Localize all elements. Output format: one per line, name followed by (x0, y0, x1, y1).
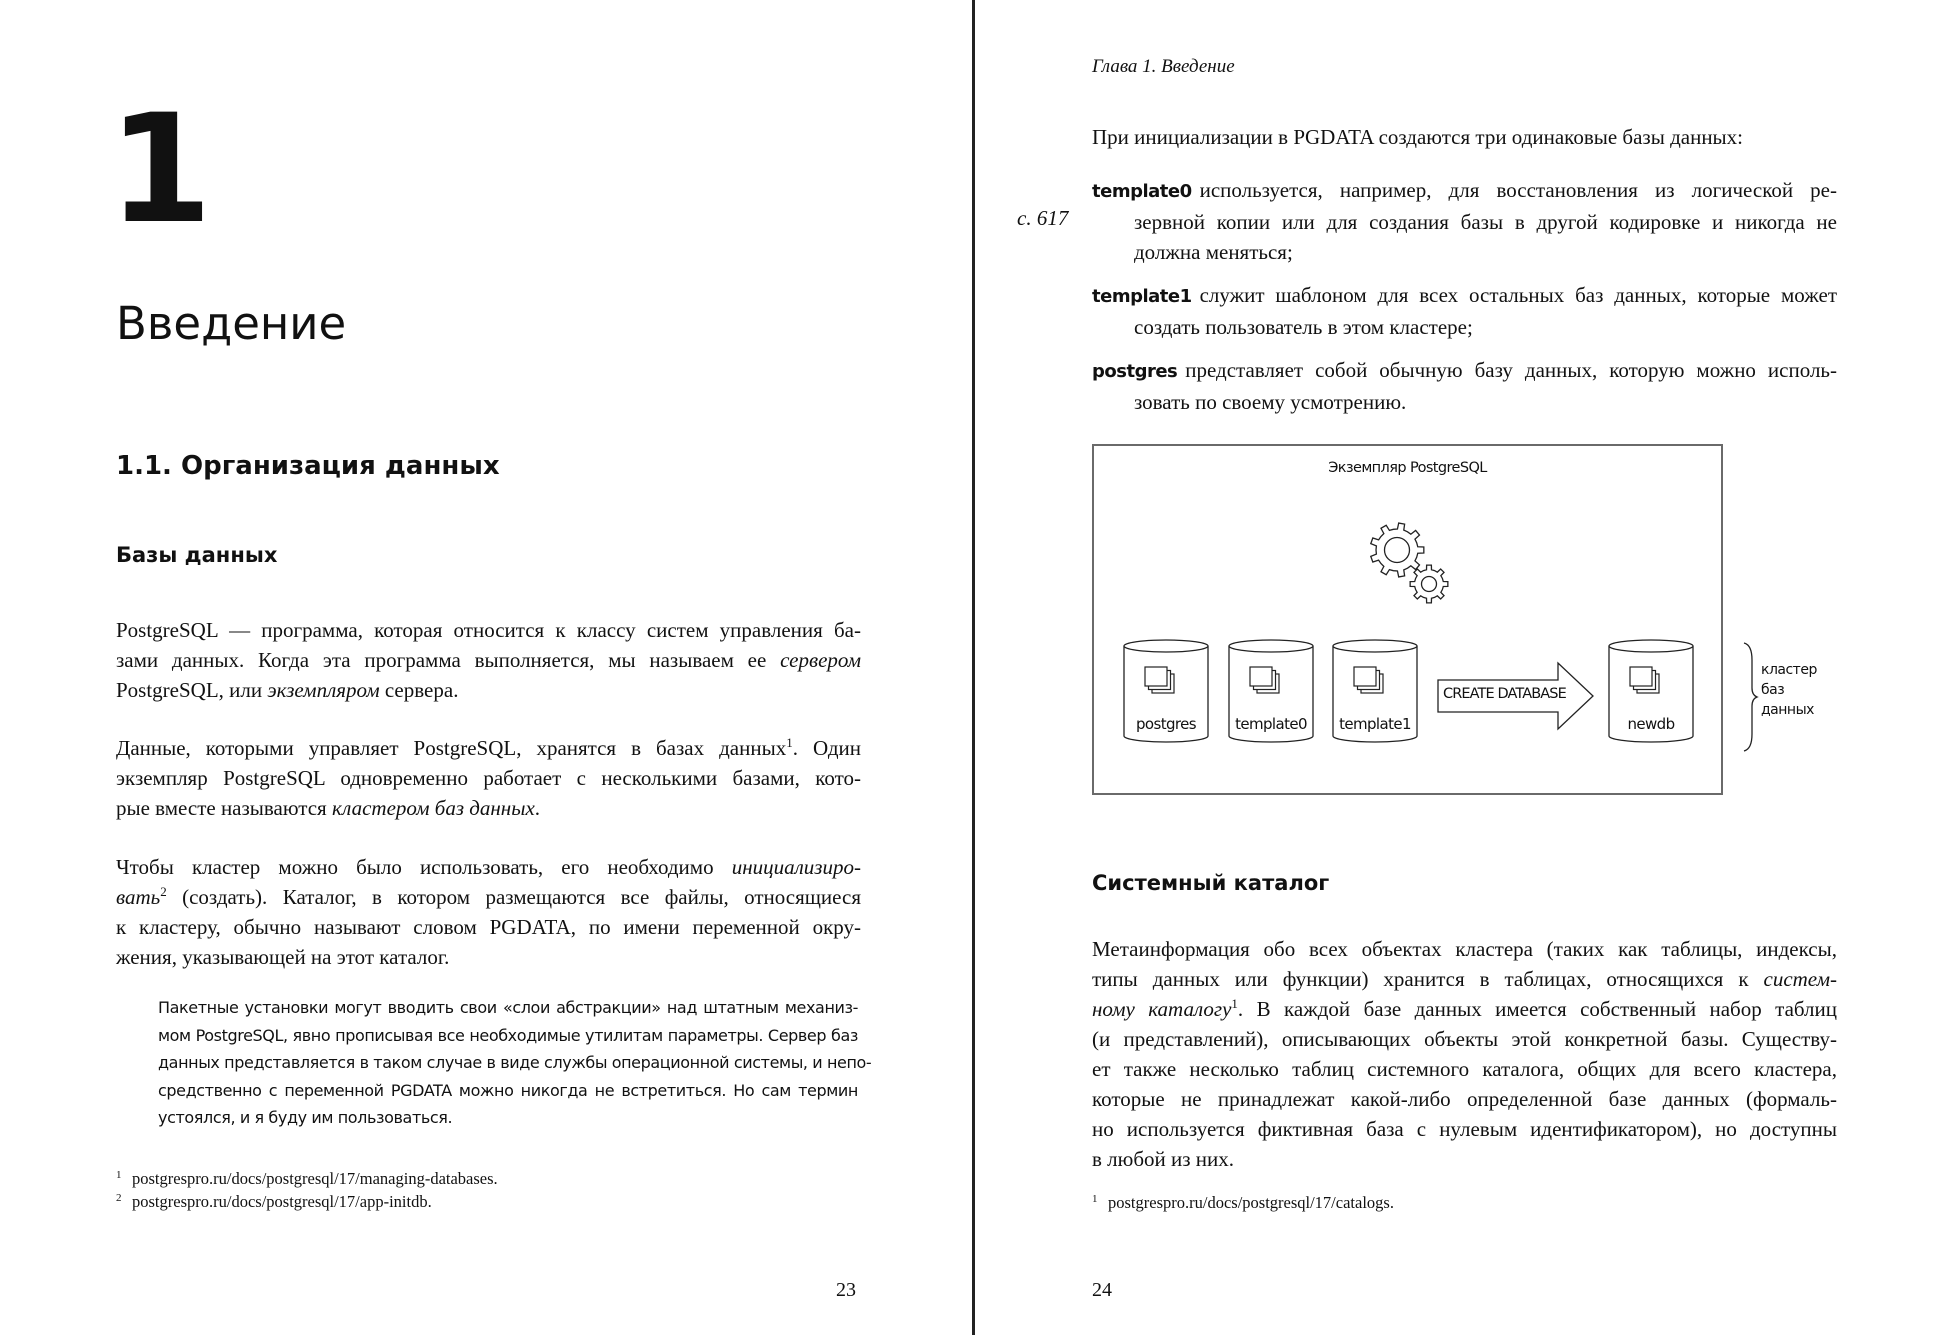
text-line: жения, указывающей на этот каталог. (116, 945, 450, 969)
note-line: средственно с переменной PGDATA можно никогда не встретиться. Но сам термин (158, 1080, 858, 1100)
database-label: template0 (1235, 715, 1307, 733)
definition-line: зовать по своему усмотрению. (1134, 390, 1407, 414)
brace-icon (1744, 643, 1757, 751)
text-line: рые вместе называются кластером баз данных. (116, 796, 541, 820)
definition-line: должна меняться; (1134, 240, 1293, 264)
running-head: Глава 1. Введение (1092, 56, 1235, 77)
text-line: экземпляр PostgreSQL одновременно работает с несколькими базами, кото- (116, 766, 861, 790)
tables-icon (1145, 667, 1174, 693)
subsection-heading: Базы данных (116, 543, 278, 567)
database-label: postgres (1136, 715, 1196, 733)
definition-term: postgres (1092, 361, 1178, 382)
gears-icon (1371, 523, 1448, 603)
footnote-link[interactable]: postgrespro.ru/docs/postgresql/17/managing-databases. (132, 1169, 498, 1188)
page-number-left: 23 (836, 1279, 856, 1301)
brace-label: кластер баз данных (1761, 662, 1817, 718)
database-label: template1 (1339, 715, 1411, 733)
footnote-1-right: 1 postgrespro.ru/docs/postgresql/17/catalogs. (1092, 1193, 1394, 1212)
chapter-title: Введение (116, 297, 347, 350)
text-line: но используется фиктивная база с нулевым идентификатором), но доступны (1092, 1117, 1837, 1141)
definition-term: template1 (1092, 286, 1192, 307)
margin-page-reference[interactable]: с. 617 (1017, 206, 1069, 230)
footnote-1: 1 postgrespro.ru/docs/postgresql/17/managing-databases. (116, 1169, 498, 1188)
note-line: Пакетные установки могут вводить свои «слои абстракции» над штатным механиз- (158, 998, 858, 1017)
text-line: ному каталогу$^1$. В каждой базе данных имеется собственный набор таблиц (1092, 996, 1838, 1021)
intro-text: При инициализации в PGDATA создаются три одинаковые базы данных: (1092, 125, 1743, 149)
text-line: Данные, которыми управляет PostgreSQL, хранятся в базах данных$^1$. Один (116, 735, 861, 760)
text-line: типы данных или функции) хранится в таблицах, относящихся к систем- (1092, 967, 1837, 991)
definition-line: template0 используется, например, для восстановления из логической ре- (1092, 178, 1837, 202)
text-line: Чтобы кластер можно было использовать, его необходимо инициализиро- (116, 855, 861, 879)
footnote-link[interactable]: postgrespro.ru/docs/postgresql/17/catalogs. (1108, 1193, 1394, 1212)
definition-term: template0 (1092, 181, 1192, 202)
note-line: данных представляется в таком случае в виде службы операционной системы, и непо- (158, 1053, 872, 1072)
definition-line: template1 служит шаблоном для всех остальных баз данных, которые может (1092, 283, 1837, 307)
text-line: в любой из них. (1092, 1147, 1235, 1171)
text-line: вать$^2$ (создать). Каталог, в котором размещаются все файлы, относящиеся (116, 884, 861, 909)
footnote-link[interactable]: postgrespro.ru/docs/postgresql/17/app-initdb. (132, 1192, 432, 1211)
tables-icon (1630, 667, 1659, 693)
section-heading-catalog: Системный каталог (1092, 871, 1330, 895)
note-line: мом PostgreSQL, явно прописывая все необходимые утилитам параметры. Сервер баз (158, 1025, 858, 1045)
text-line: которые не принадлежат какой-либо определенной базе данных (формаль- (1092, 1087, 1837, 1111)
diagram-title: Экземпляр PostgreSQL (1328, 460, 1487, 476)
text-line: PostgreSQL — программа, которая относится к классу систем управления ба- (116, 618, 861, 642)
text-line: Метаинформация обо всех объектах кластера (таких как таблицы, индексы, (1092, 937, 1837, 961)
section-heading: 1.1. Организация данных (116, 451, 500, 481)
definition-line: создать пользователь в этом кластере; (1134, 315, 1473, 339)
text-line: к кластеру, обычно называют словом PGDATA, по имени переменной окру- (116, 915, 861, 939)
text-line: зами данных. Когда эта программа выполняется, мы называем ее сервером (116, 648, 861, 672)
page-number-right: 24 (1092, 1279, 1112, 1301)
tables-icon (1354, 667, 1383, 693)
definition-line: postgres представляет собой обычную базу данных, которую можно исполь- (1092, 358, 1837, 382)
arrow-label: CREATE DATABASE (1443, 686, 1566, 702)
database-label: newdb (1627, 715, 1675, 733)
footnote-2: 2 postgrespro.ru/docs/postgresql/17/app-initdb. (116, 1192, 432, 1211)
tables-icon (1250, 667, 1279, 693)
chapter-number: 1 (108, 83, 209, 257)
text-line: (и представлений), описывающих объекты этой конкретной базы. Существу- (1092, 1027, 1837, 1051)
text-line: ет также несколько таблиц системного каталога, общих для всего кластера, (1092, 1057, 1837, 1081)
note-line: устоялся, и я буду им пользоваться. (158, 1108, 453, 1127)
text-line: PostgreSQL, или экземпляром сервера. (116, 678, 459, 702)
definition-line: зервной копии или для создания базы в другой кодировке и никогда не (1134, 210, 1837, 234)
catalog-paragraph (1092, 934, 1837, 1174)
